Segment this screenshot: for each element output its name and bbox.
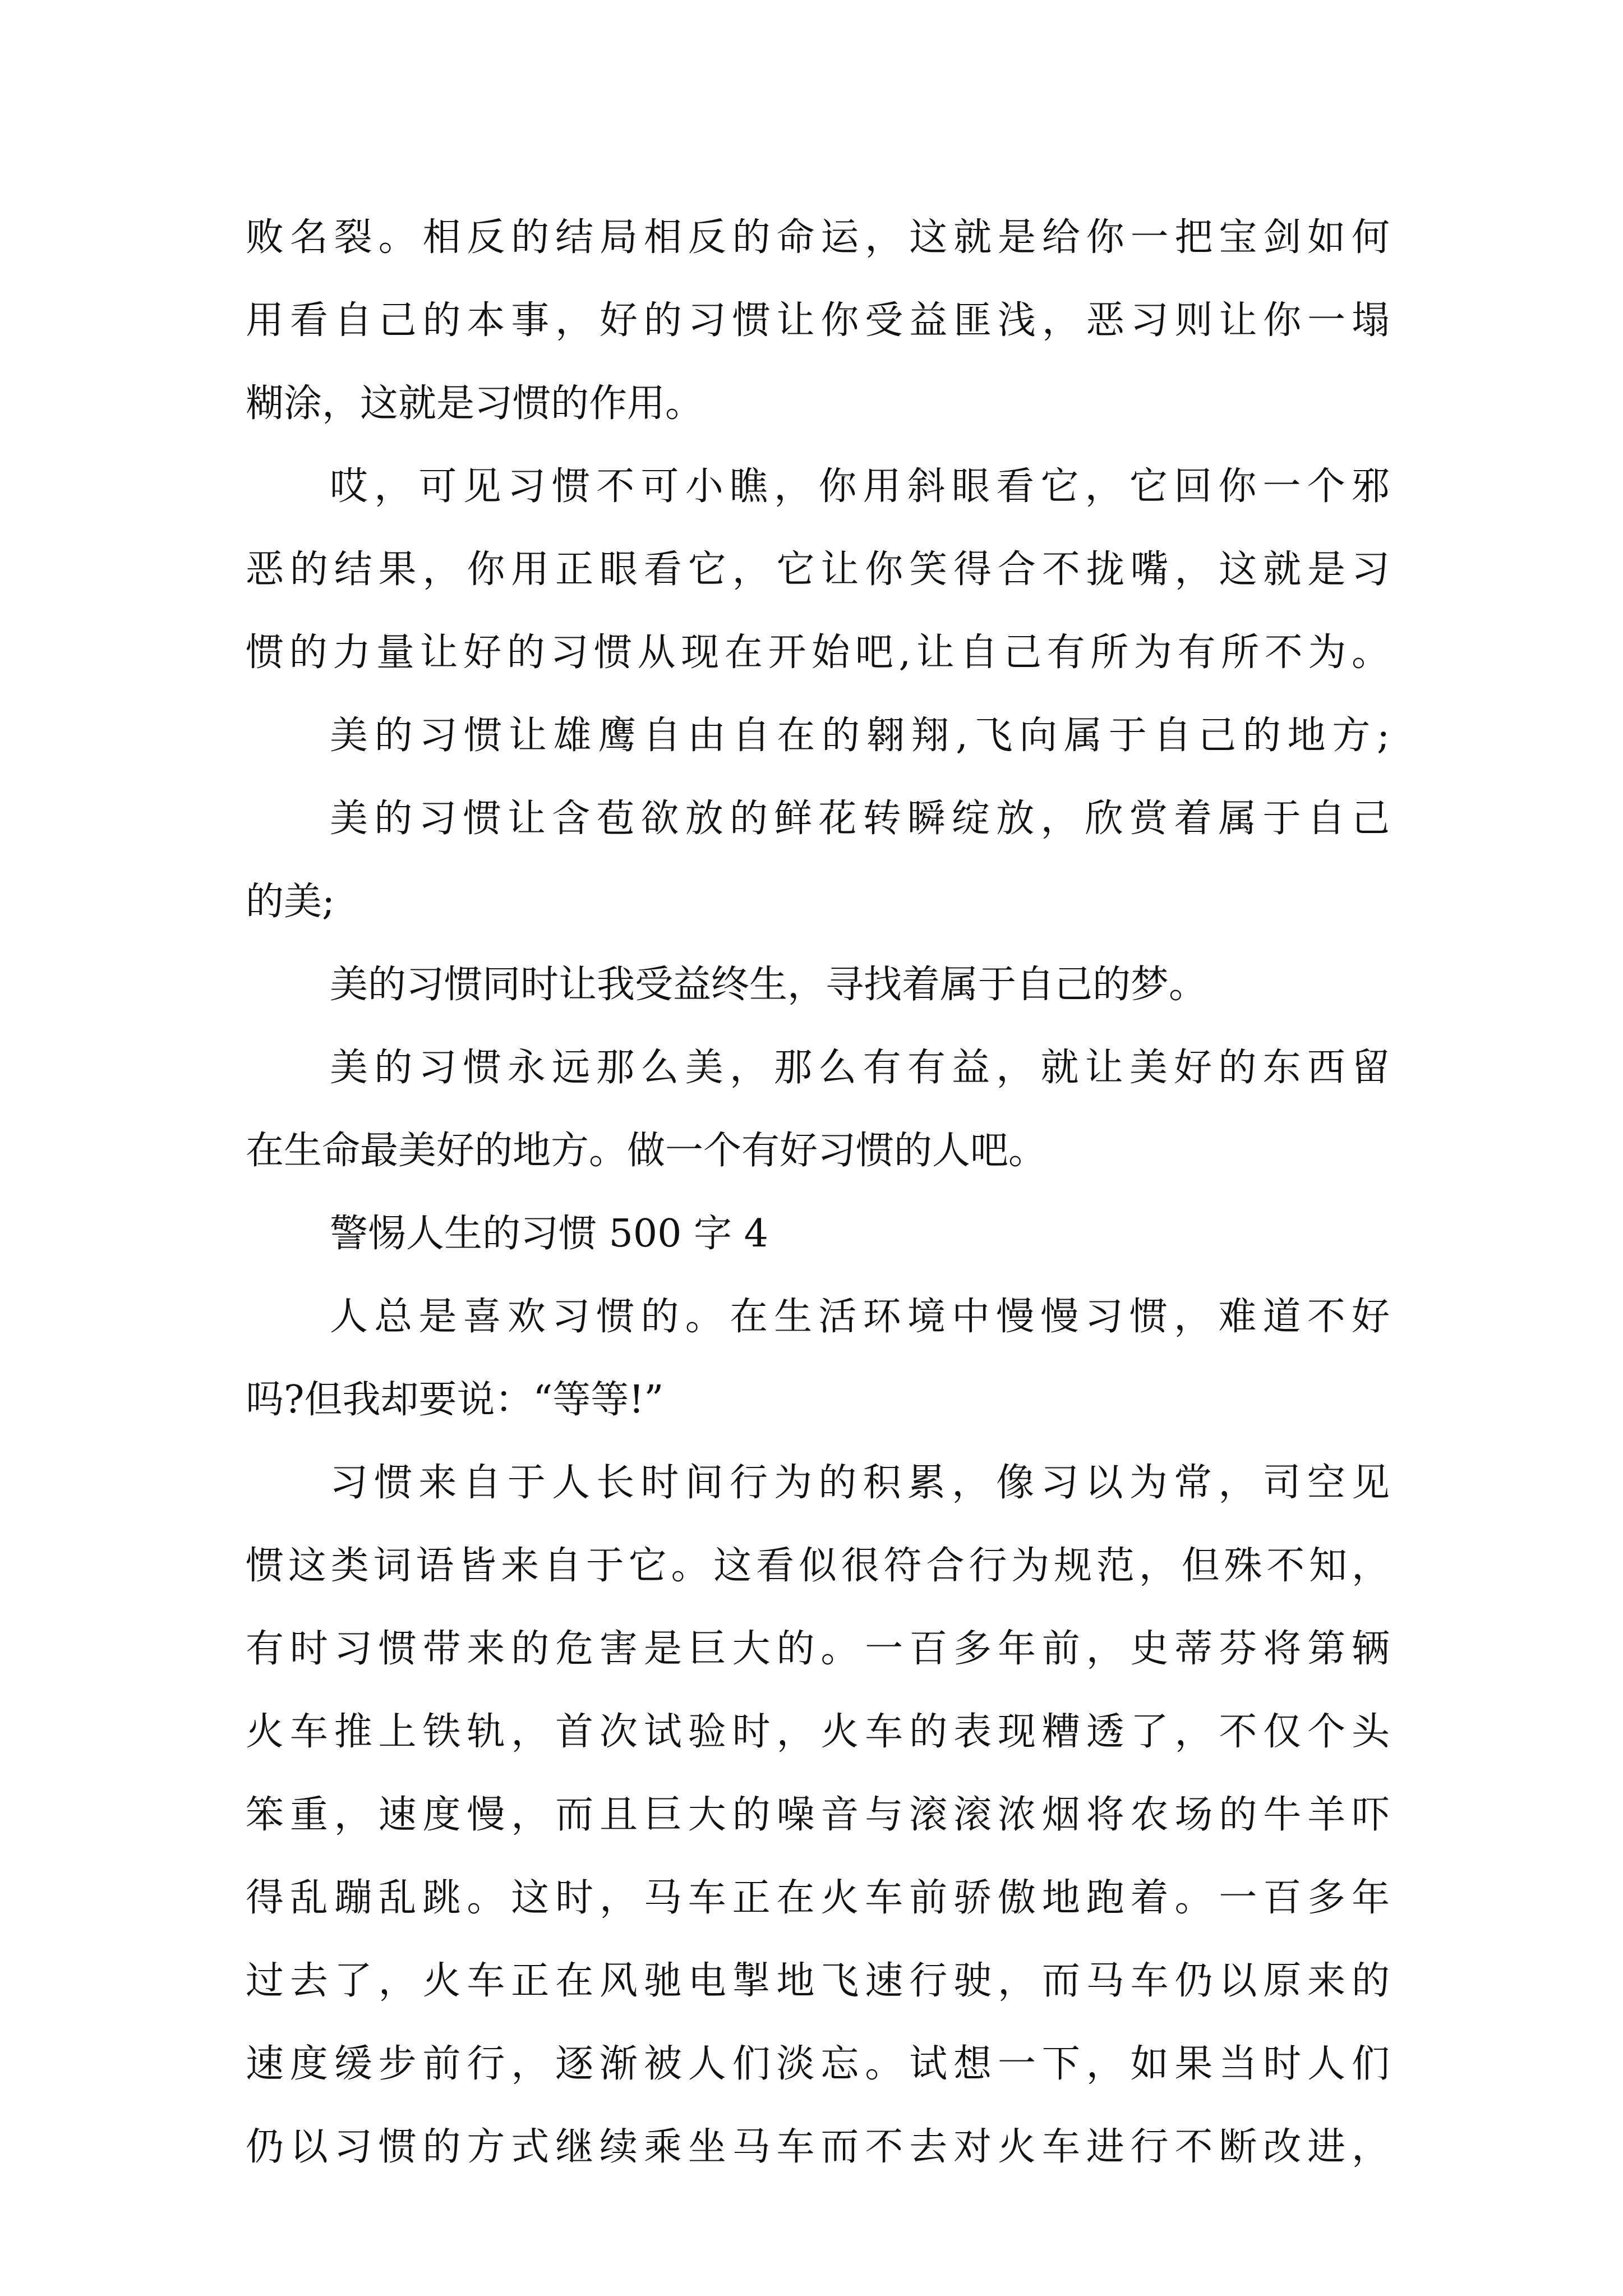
text-line: 速度缓步前行，逐渐被人们淡忘。试想一下，如果当时人们 [246, 2042, 1390, 2086]
text-line: 警惕人生的习惯 500 字 4 [330, 1212, 768, 1256]
text-line: 的美; [246, 880, 335, 924]
text-line: 美的习惯永远那么美，那么有有益，就让美好的东西留 [330, 1046, 1390, 1090]
text-line: 恶的结果，你用正眼看它，它让你笑得合不拢嘴，这就是习 [246, 547, 1390, 592]
text-line: 美的习惯同时让我受益终生，寻找着属于自己的梦。 [330, 963, 1207, 1007]
text-line: 糊涂，这就是习惯的作用。 [246, 381, 704, 426]
text-line: 仍以习惯的方式继续乘坐马车而不去对火车进行不断改进， [246, 2125, 1390, 2169]
body-text [246, 196, 1390, 2189]
text-line: 惯的力量让好的习惯从现在开始吧,让自己有所为有所不为。 [246, 631, 1390, 675]
text-line: 有时习惯带来的危害是巨大的。一百多年前，史蒂芬将第辆 [246, 1627, 1390, 1671]
text-line: 败名裂。相反的结局相反的命运，这就是给你一把宝剑如何 [246, 215, 1390, 260]
text-line: 笨重，速度慢，而且巨大的噪音与滚滚浓烟将农场的牛羊吓 [246, 1793, 1390, 1837]
text-line: 惯这类词语皆来自于它。这看似很符合行为规范，但殊不知， [246, 1544, 1390, 1588]
text-line: 习惯来自于人长时间行为的积累，像习以为常，司空见 [330, 1461, 1390, 1505]
text-line: 火车推上铁轨，首次试验时，火车的表现糟透了，不仅个头 [246, 1710, 1390, 1754]
text-line: 哎，可见习惯不可小瞧，你用斜眼看它，它回你一个邪 [330, 464, 1390, 509]
text-line: 得乱蹦乱跳。这时，马车正在火车前骄傲地跑着。一百多年 [246, 1876, 1390, 1920]
text-line: 美的习惯让含苞欲放的鲜花转瞬绽放，欣赏着属于自己 [330, 797, 1390, 841]
text-line: 用看自己的本事，好的习惯让你受益匪浅，恶习则让你一塌 [246, 298, 1390, 343]
text-line: 吗?但我却要说：“等等!” [246, 1378, 664, 1422]
text-line: 过去了，火车正在风驰电掣地飞速行驶，而马车仍以原来的 [246, 1959, 1390, 2003]
text-line: 在生命最美好的地方。做一个有好习惯的人吧。 [246, 1129, 1047, 1173]
text-line: 人总是喜欢习惯的。在生活环境中慢慢习惯，难道不好 [330, 1295, 1390, 1339]
text-line: 美的习惯让雄鹰自由自在的翱翔,飞向属于自己的地方; [330, 714, 1390, 758]
